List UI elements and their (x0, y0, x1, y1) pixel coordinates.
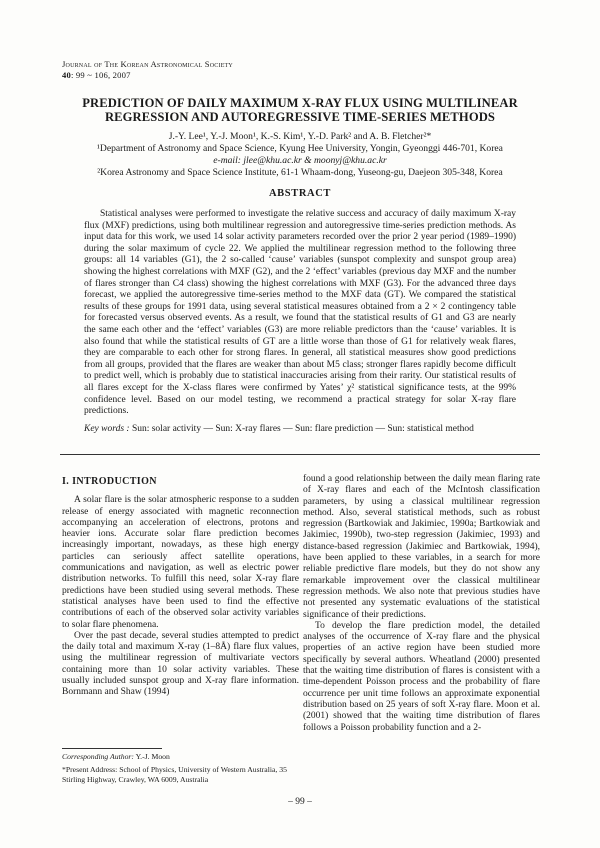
journal-header (62, 59, 233, 81)
author-list: J.-Y. Lee¹, Y.-J. Moon¹, K.-S. Kim¹, Y.-D. Park² and A. B. Fletcher²* (168, 131, 432, 142)
left-column (62, 476, 299, 699)
journal-volume-line (62, 70, 233, 81)
footnote-corresponding (62, 752, 299, 762)
title-line-2: REGRESSION AND AUTOREGRESSIVE TIME-SERIES METHODS (104, 110, 496, 124)
abstract-heading: ABSTRACT (269, 188, 331, 199)
affiliation-1: ¹Department of Astronomy and Space Science, Kyung Hee University, Yongin, Gyeonggi 446-701, Korea (97, 143, 503, 154)
right-column (303, 474, 540, 734)
keywords-text: Sun: solar activity — Sun: X-ray flares — Sun: flare prediction — Sun: statistical method (131, 424, 474, 434)
section-divider (60, 454, 540, 455)
keywords (84, 424, 516, 436)
journal-pages: : 99 ~ 106, 2007 (71, 70, 131, 80)
corresponding-name: Y.-J. Moon (135, 752, 170, 761)
footnote-present-address: *Present Address: School of Physics, University of Western Australia, 35 Stirling Highway, Crawley, WA 6009, Australia (62, 765, 287, 784)
keywords-label: Key words : (84, 424, 130, 434)
affiliation-2: ²Korea Astronomy and Space Science Institute, 61-1 Whaam-dong, Yuseong-gu, Daejeon 305-348, Korea (97, 167, 503, 178)
author-email: e-mail: jlee@khu.ac.kr & moonyj@khu.ac.kr (213, 155, 387, 166)
paper-title (40, 96, 560, 124)
title-line-1: PREDICTION OF DAILY MAXIMUM X-RAY FLUX USING MULTILINEAR (82, 96, 518, 110)
intro-paragraph-4: To develop the flare prediction model, the detailed analyses of the occurrence of X-ray flare and the physical properties of an active region have been studied more specifically by several authors. Wheatland (2000) presented that the waiting time distribution of flares is consistent with a time-dependent Poisson process and the probability of flare occurrence per unit time follows an approximate exponential distribution based on 25 years of soft X-ray flare. Moon et al. (2001) showed that the waiting time distribution of flares follows a Poisson probability function and a 2- (303, 620, 540, 733)
corresponding-label: Corresponding Author: (62, 752, 134, 761)
page-number: – 99 – (288, 797, 312, 807)
footnote-rule (62, 748, 162, 749)
intro-paragraph-1: A solar flare is the solar atmospheric response to a sudden release of energy associated with magnetic reconnection accompanying an acceleration of electrons, protons and heavier ions. Accurate solar flare prediction becomes increasingly important, nowadays, as these high energy particles can seriously affect satellite operations, communications and navigation, as well as electric power distribution networks. To fulfill this need, solar X-ray flare predictions have been studied using several methods. These statistical analyses have been used to find the effective contributions of each of the observed solar activity variables to solar flare phenomena. (62, 495, 299, 630)
journal-volume: 40 (62, 70, 71, 80)
journal-name: Journal of The Korean Astronomical Society (62, 59, 233, 69)
introduction-heading: I. INTRODUCTION (62, 476, 157, 487)
intro-paragraph-2: Over the past decade, several studies attempted to predict the daily total and maximum X-ray (1–8Å) flare flux values, using the multilinear regression of multivariate vectors containing more than 10 solar activity variables. These usually included sunspot group and X-ray flare information. Bornmann and Shaw (1994) (62, 630, 299, 698)
intro-paragraph-3: found a good relationship between the daily mean flaring rate of X-ray flares and each of the McIntosh classification parameters, by using a classical multilinear regression method. Also, several statistical methods, such as robust regression (Bartkowiak and Jakimiec, 1990a; Bartkowiak and Jakimiec, 1990b), two-step regression (Jakimiec, 1993) and distance-based regression (Jakimiec and Bartkowiak, 1994), have been applied to these variables, in a search for more reliable predictive flare models, but they do not show any remarkable improvement over the classical multilinear regression methods. We also note that previous studies have not presented any systematic evaluations of the statistical significance of their predictions. (303, 474, 540, 620)
abstract-text: Statistical analyses were performed to investigate the relative success and accuracy of daily maximum X-ray flux (MXF) predictions, using both multilinear regression and autoregressive time-series prediction methods. As input data for this work, we used 14 solar activity parameters recorded over the prior 2 year period (1989–1990) during the solar maximum of cycle 22. We applied the multilinear regression method to the following three groups: all 14 variables (G1), the 2 so-called ‘cause’ variables (sunspot complexity and sunspot group area) showing the highest correlations with MXF (G2), and the 2 ‘effect’ variables (previous day MXF and the number of flares stronger than C4 class) showing the highest correlations with MXF (G3). For the advanced three days forecast, we applied the autoregressive time-series method to the MXF data (GT). We compared the statistical results of these groups for 1991 data, using several statistical measures obtained from a 2 × 2 contingency table for forecasted versus observed events. As a result, we found that the statistical results of G1 and G3 are nearly the same each other and the ‘effect’ variables (G3) are more reliable predictors than the ‘cause’ variables. It is also found that while the statistical results of GT are a little worse than those of G1 for relatively weak flares, they are comparable to each other for strong flares. In general, all statistical measures show good predictions from all groups, provided that the flares are weaker than about M5 class; stronger flares rapidly become difficult to predict well, which is probably due to statistical inaccuracies arising from their rarity. Our statistical results of all flares except for the X-class flares were confirmed by Yates’ χ² statistical significance tests, at the 99% confidence level. Based on our model testing, we recommend a practical strategy for solar X-ray flare predictions. (84, 209, 516, 417)
